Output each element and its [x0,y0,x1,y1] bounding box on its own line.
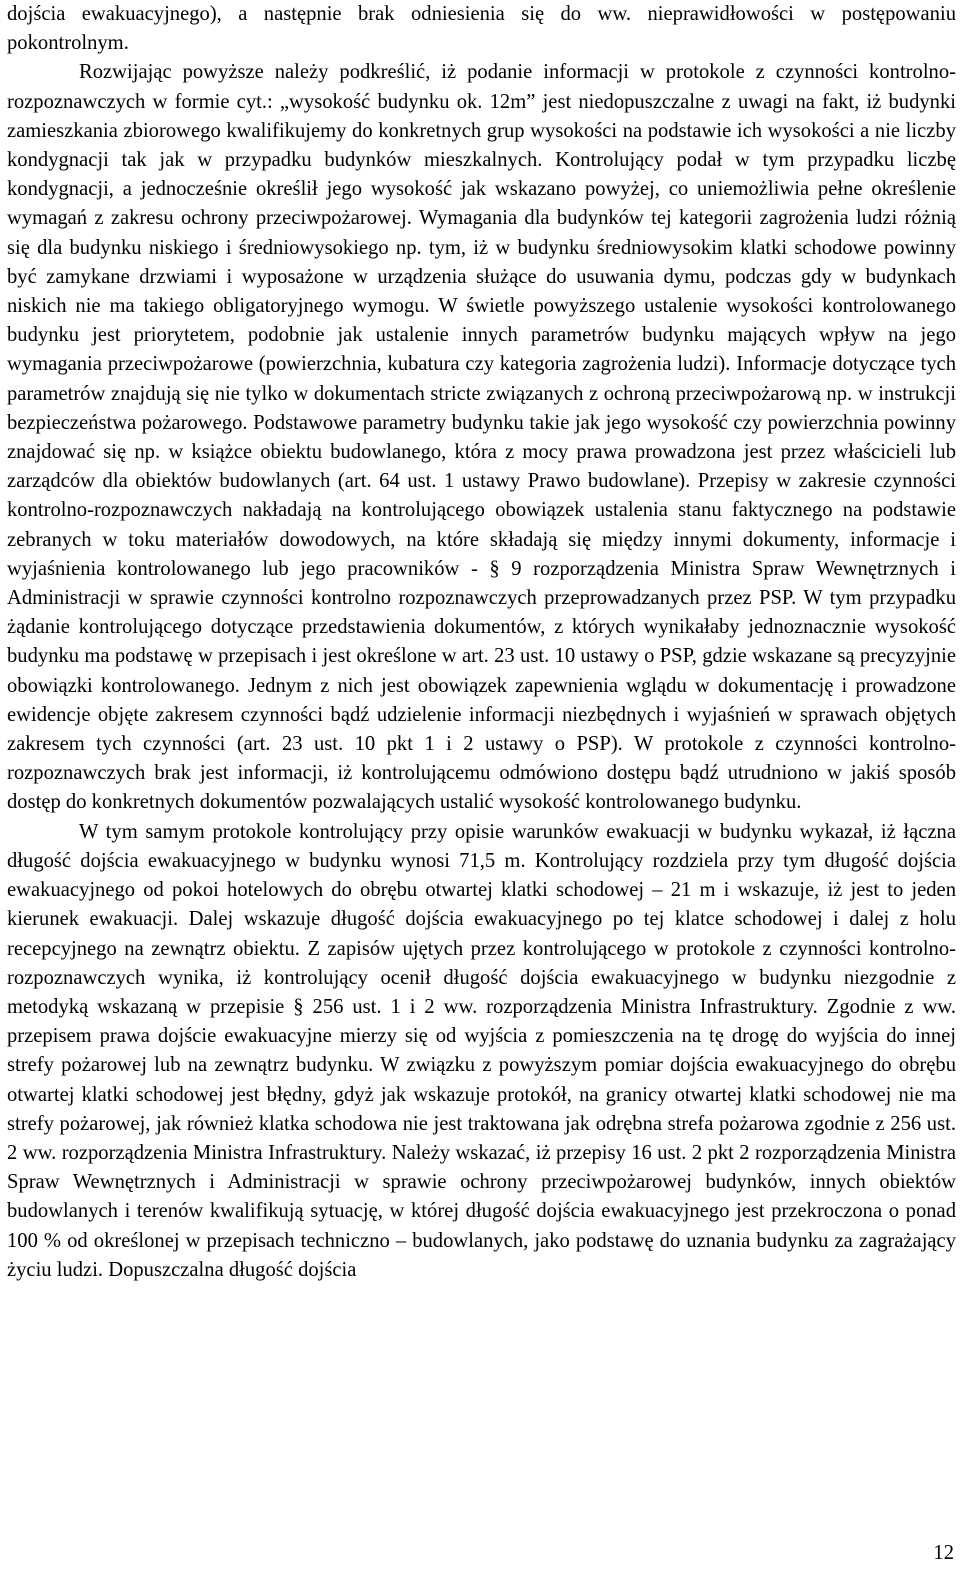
page-number: 12 [933,1542,954,1564]
document-page [7,0,956,1285]
paragraph-2: Rozwijając powyższe należy podkreślić, iż podanie informacji w protokole z czynności kontrolno-rozpoznawczych w formie cyt.: „wysokość budynku ok. 12m” jest niedopuszczalne z uwagi na fakt, iż budynki zamieszkania zbiorowego kwalifikujemy do konkretnych grup wysokości na podstawie ich wysokości a nie liczby kondygnacji tak jak w przypadku budynków mieszkalnych. Kontrolujący podał w tym przypadku liczbę kondygnacji, a jednocześnie określił jego wysokość jak wskazano powyżej, co uniemożliwia pełne określenie wymagań z zakresu ochrony przeciwpożarowej. Wymagania dla budynków tej kategorii zagrożenia ludzi różnią się dla budynku niskiego i średniowysokiego np. tym, iż w budynku średniowysokim klatki schodowe powinny być zamykane drzwiami i wyposażone w urządzenia służące do usuwania dymu, podczas gdy w budynkach niskich nie ma takiego obligatoryjnego wymogu. W świetle powyższego ustalenie wysokości kontrolowanego budynku jest priorytetem, podobnie jak ustalenie innych parametrów budynku mających wpływ na jego wymagania przeciwpożarowe (powierzchnia, kubatura czy kategoria zagrożenia ludzi). Informacje dotyczące tych parametrów znajdują się nie tylko w dokumentach stricte związanych z ochroną przeciwpożarową np. w instrukcji bezpieczeństwa pożarowego. Podstawowe parametry budynku takie jak jego wysokość czy powierzchnia powinny znajdować się np. w książce obiektu budowlanego, która z mocy prawa prowadzona jest przez właścicieli lub zarządców dla obiektów budowlanych (art. 64 ust. 1 ustawy Prawo budowlane). Przepisy w zakresie czynności kontrolno-rozpoznawczych nakładają na kontrolującego obowiązek ustalenia stanu faktycznego na podstawie zebranych w toku materiałów dowodowych, na które składają się między innymi dokumenty, informacje i wyjaśnienia kontrolowanego lub jego pracowników - § 9 rozporządzenia Ministra Spraw Wewnętrznych i Administracji w sprawie czynności kontrolno rozpoznawczych przeprowadzanych przez PSP. W tym przypadku żądanie kontrolującego dotyczące przedstawienia dokumentów, z których wynikałaby jednoznacznie wysokość budynku ma podstawę w przepisach i jest określone w art. 23 ust. 10 ustawy o PSP, gdzie wskazane są precyzyjnie obowiązki kontrolowanego. Jednym z nich jest obowiązek zapewnienia wglądu w dokumentację i prowadzone ewidencje objęte zakresem czynności bądź udzielenie informacji niezbędnych i wyjaśnień w sprawach objętych zakresem tych czynności (art. 23 ust. 10 pkt 1 i 2 ustawy o PSP). W protokole z czynności kontrolno-rozpoznawczych brak jest informacji, iż kontrolującemu odmówiono dostępu bądź utrudniono w jakiś sposób dostęp do konkretnych dokumentów pozwalających ustalić wysokość kontrolowanego budynku. [7,61,956,814]
paragraph-3: W tym samym protokole kontrolujący przy opisie warunków ewakuacji w budynku wykazał, iż łączna długość dojścia ewakuacyjnego w budynku wynosi 71,5 m. Kontrolujący rozdziela przy tym długość dojścia ewakuacyjnego od pokoi hotelowych do obrębu otwartej klatki schodowej – 21 m i wskazuje, iż jest to jeden kierunek ewakuacji. Dalej wskazuje długość dojścia ewakuacyjnego po tej klatce schodowej i dalej z holu recepcyjnego na zewnątrz obiektu. Z zapisów ujętych przez kontrolującego w protokole z czynności kontrolno-rozpoznawczych wynika, iż kontrolujący ocenił długość dojścia ewakuacyjnego w budynku niezgodnie z metodyką wskazaną w przepisie § 256 ust. 1 i 2 ww. rozporządzenia Ministra Infrastruktury. Zgodnie z ww. przepisem prawa dojście ewakuacyjne mierzy się od wyjścia z pomieszczenia na tę drogę do wyjścia do innej strefy pożarowej lub na zewnątrz budynku. W związku z powyższym pomiar dojścia ewakuacyjnego do obrębu otwartej klatki schodowej jest błędny, gdyż jak wskazuje protokół, na granicy otwartej klatki schodowej nie ma strefy pożarowej, jak również klatka schodowa nie jest traktowana jak odrębna strefa pożarowa zgodnie z 256 ust. 2 ww. rozporządzenia Ministra Infrastruktury. Należy wskazać, iż przepisy 16 ust. 2 pkt 2 rozporządzenia Ministra Spraw Wewnętrznych i Administracji w sprawie ochrony przeciwpożarowej budynków, innych obiektów budowlanych i terenów kwalifikują sytuację, w której długość dojścia ewakuacyjnego jest przekroczona o ponad 100 % od określonej w przepisach techniczno – budowlanych, jako podstawę do uznania budynku za zagrażający życiu ludzi. Dopuszczalna długość dojścia [7,820,956,1281]
paragraph-1: dojścia ewakuacyjnego), a następnie brak odniesienia się do ww. nieprawidłowości w postępowaniu pokontrolnym. [7,3,956,55]
